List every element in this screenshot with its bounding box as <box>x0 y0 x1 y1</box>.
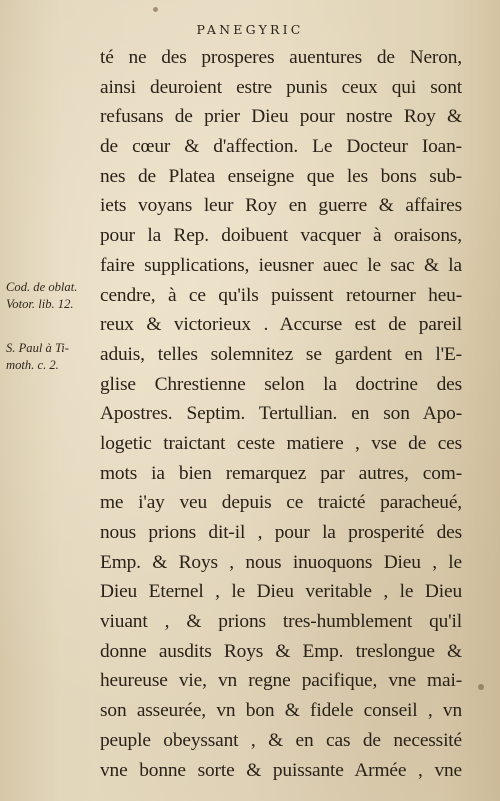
text-line: iets voyans leur Roy en guerre & affaires <box>100 195 462 217</box>
text-line: viuant , & prions tres-humblement qu'il <box>100 611 462 633</box>
text-line: refusans de prier Dieu pour nostre Roy & <box>100 106 462 128</box>
text-line: logetic traictant ceste matiere , vse de ces <box>100 432 462 454</box>
text-line: reux & victorieux . Accurse est de pareil <box>100 314 462 336</box>
text-line: nous prions dit-il , pour la prosperité des <box>100 522 462 543</box>
text-line: ainsi deuroient estre punis ceux qui sont <box>100 76 462 98</box>
margin-note-line: S. Paul à Ti- <box>6 341 69 355</box>
text-line: Apostres. Septim. Tertullian. en son Apo- <box>100 403 462 425</box>
ink-spot-right <box>478 684 484 690</box>
text-line: donne ausdits Roys & Emp. treslongue & <box>100 640 462 662</box>
text-line: Dieu Eternel , le Dieu veritable , le Dieu <box>100 581 462 603</box>
margin-note-line: moth. c. 2. <box>6 358 59 372</box>
text-line: de cœur & d'affection. Le Docteur Ioan- <box>100 136 462 158</box>
text-line: son asseurée, vn bon & fidele conseil , vn <box>100 700 462 722</box>
text-line: cendre, à ce qu'ils puissent retourner heu- <box>100 284 462 306</box>
text-line: vne bonne sorte & puissante Armée , vne <box>100 759 462 781</box>
text-line: me i'ay veu depuis ce traicté paracheué, <box>100 492 462 514</box>
margin-note-line: Votor. lib. 12. <box>6 297 74 311</box>
text-line: peuple obeyssant , & en cas de necessité <box>100 729 462 751</box>
text-line: heureuse vie, vn regne pacifique, vne mai- <box>100 670 462 692</box>
ink-spot-top <box>153 7 158 12</box>
main-text-block <box>100 43 462 785</box>
text-line: té ne des prosperes auentures de Neron, <box>100 47 462 68</box>
running-head: PANEGYRIC <box>196 22 304 37</box>
margin-note-line: Cod. de oblat. <box>6 280 78 294</box>
text-line: glise Chrestienne selon la doctrine des <box>100 373 462 395</box>
margin-note-citation <box>6 279 98 313</box>
text-line: mots ia bien remarquez par autres, com- <box>100 462 462 484</box>
text-line: Emp. & Roys , nous inuoquons Dieu , le <box>100 551 462 573</box>
margin-note-citation <box>6 340 98 374</box>
text-line: pour la Rep. doibuent vacquer à oraisons, <box>100 225 462 247</box>
text-line: nes de Platea enseigne que les bons sub- <box>100 165 462 187</box>
text-line: aduis, telles solemnitez se gardent en l'E- <box>100 343 462 365</box>
text-line: faire supplications, ieusner auec le sac & la <box>100 254 462 276</box>
